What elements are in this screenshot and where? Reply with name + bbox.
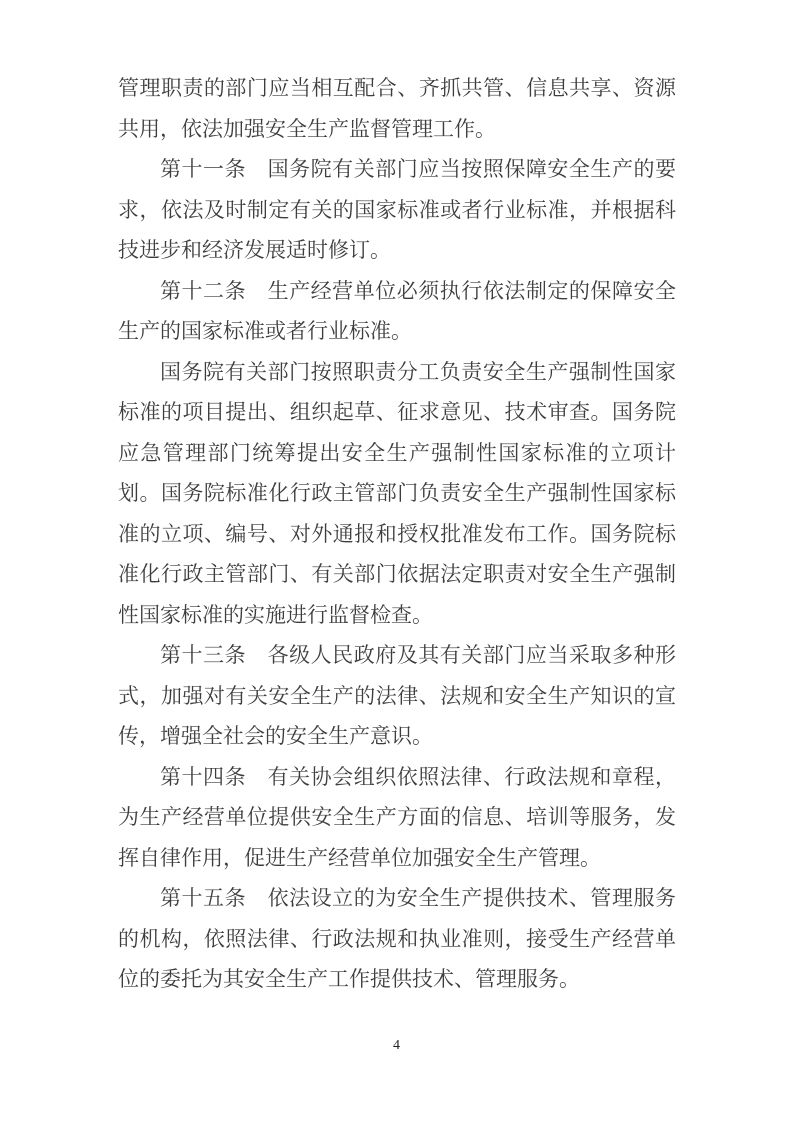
article-14-paragraph: 第十四条 有关协会组织依照法律、行政法规和章程，为生产经营单位提供安全生产方面的信息、培训等服务，发挥自律作用，促进生产经营单位加强安全生产管理。 [118,764,676,870]
document-body [118,68,676,1000]
article-12-paragraph: 第十二条 生产经营单位必须执行依法制定的保障安全生产的国家标准或者行业标准。 [118,278,676,343]
article-12-subparagraph: 国务院有关部门按照职责分工负责安全生产强制性国家标准的项目提出、组织起草、征求意见、技术审查。国务院应急管理部门统筹提出安全生产强制性国家标准的立项计划。国务院标准化行政主管部门负责安全生产强制性国家标准的立项、编号、对外通报和授权批准发布工作。国务院标准化行政主管部门、有关部门依据法定职责对安全生产强制性国家标准的实施进行监督检查。 [118,359,676,627]
article-11-paragraph: 第十一条 国务院有关部门应当按照保障安全生产的要求，依法及时制定有关的国家标准或者行业标准，并根据科技进步和经济发展适时修订。 [118,157,676,262]
page-footer [0,1036,793,1055]
page-number: 4 [393,1038,400,1053]
article-13-paragraph: 第十三条 各级人民政府及其有关部门应当采取多种形式，加强对有关安全生产的法律、法规和安全生产知识的宣传，增强全社会的安全生产意识。 [118,643,676,748]
body-paragraph-continuation: 管理职责的部门应当相互配合、齐抓共管、信息共享、资源共用，依法加强安全生产监督管理工作。 [118,76,676,141]
article-15-paragraph: 第十五条 依法设立的为安全生产提供技术、管理服务的机构，依照法律、行政法规和执业准则，接受生产经营单位的委托为其安全生产工作提供技术、管理服务。 [118,886,676,991]
